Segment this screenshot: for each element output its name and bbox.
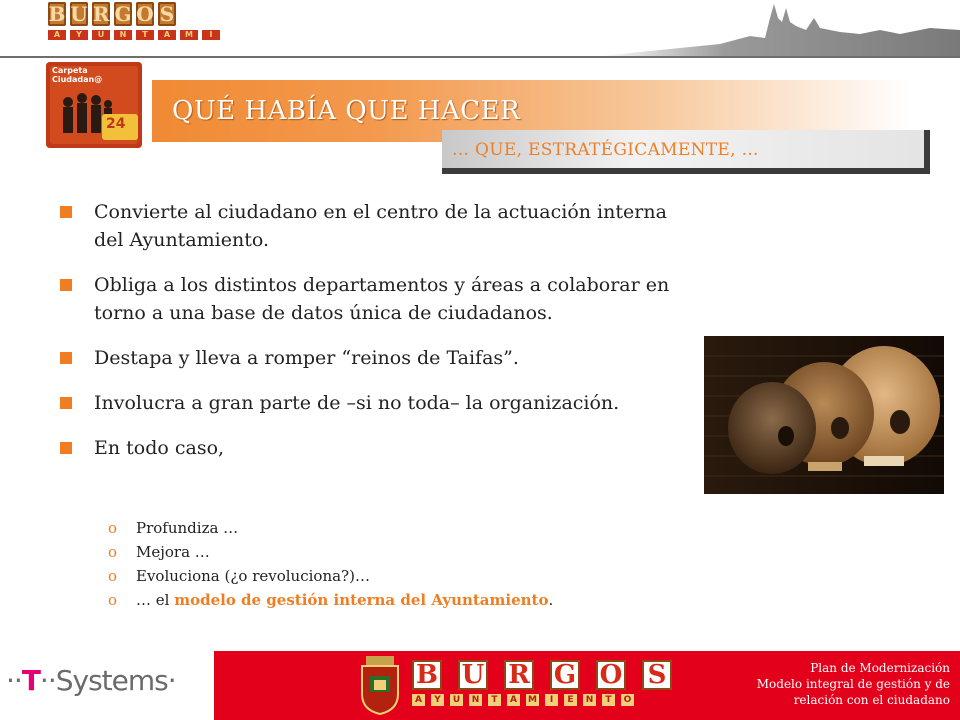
sub-bullet-text: Mejora …: [136, 543, 210, 561]
logo-sub-letter: A: [507, 694, 520, 706]
sub-bullet-text: Profundiza …: [136, 519, 239, 537]
square-bullet-icon: [60, 279, 72, 291]
bullet-text: Convierte al ciudadano en el centro de la actuación interna del Ayuntamiento.: [94, 201, 667, 251]
logo-letter: U: [70, 2, 88, 26]
bullet-text: En todo caso,: [94, 437, 225, 459]
logo-letter: R: [504, 660, 534, 690]
square-bullet-icon: [60, 352, 72, 364]
logo-sub-letter: N: [583, 694, 596, 706]
list-item: [60, 198, 700, 254]
footer-note: [710, 660, 950, 708]
sub-bullet-text: [136, 591, 553, 609]
sub-list-item: [108, 564, 553, 588]
skulls-photo: [704, 336, 944, 494]
list-item: [60, 344, 700, 372]
highlight-text: modelo de gestión interna del Ayuntamiento: [174, 591, 549, 609]
circle-bullet-icon: o: [108, 591, 118, 609]
circle-bullet-icon: o: [108, 543, 118, 561]
logo-sub-letter: T: [488, 694, 501, 706]
logo-letter: G: [114, 2, 132, 26]
cathedral-skyline-icon: [600, 0, 960, 58]
slide-subtitle: … QUE, ESTRATÉGICAMENTE, …: [452, 140, 759, 160]
logo-letter: S: [159, 2, 175, 26]
logo-sub-letter: A: [48, 30, 66, 40]
carpeta-logo-text: [52, 66, 102, 84]
carpeta-line1: Carpeta: [52, 66, 88, 75]
tsystems-dot: ·: [167, 664, 176, 697]
tsystems-logo: [6, 664, 176, 697]
tsystems-dots: ··: [39, 664, 56, 697]
logo-sub-letter: T: [136, 30, 154, 40]
square-bullet-icon: [60, 442, 72, 454]
logo-letter: R: [92, 2, 110, 26]
ayuntamiento-strip: [48, 30, 248, 40]
slide-title: QUÉ HABÍA QUE HACER: [172, 96, 521, 126]
logo-letter: U: [458, 660, 488, 690]
burgos-logo-word: [48, 2, 248, 26]
tsystems-dots: ··: [6, 664, 22, 697]
sub-bullet-prefix: … el: [136, 591, 175, 609]
sub-bullet-suffix: .: [548, 591, 554, 609]
list-item: [60, 271, 700, 327]
square-bullet-icon: [60, 397, 72, 409]
bullet-text: Involucra a gran parte de –si no toda– la organización.: [94, 392, 620, 414]
burgos-crest-icon: [358, 656, 402, 716]
sub-list-item: [108, 516, 553, 540]
ayuntamiento-strip: [412, 694, 682, 706]
logo-letter: B: [48, 2, 66, 26]
logo-sub-letter: M: [526, 694, 539, 706]
logo-sub-letter: I: [545, 694, 558, 706]
bullet-text: Obliga a los distintos departamentos y áreas a colaborar en torno a una base de datos única de ciudadanos.: [94, 274, 670, 324]
logo-letter: G: [550, 660, 580, 690]
header-divider: [0, 56, 960, 58]
footer-note-line: Plan de Modernización: [810, 661, 950, 675]
sub-list-item: [108, 540, 553, 564]
tsystems-name: Systems: [55, 664, 168, 697]
logo-sub-letter: N: [114, 30, 132, 40]
logo-sub-letter: M: [180, 30, 198, 40]
logo-sub-letter: N: [469, 694, 482, 706]
bullet-text: Destapa y lleva a romper “reinos de Taifas”.: [94, 347, 519, 369]
logo-sub-letter: U: [92, 30, 110, 40]
circle-bullet-icon: o: [108, 567, 118, 585]
logo-letter: B: [412, 660, 442, 690]
logo-sub-letter: O: [621, 694, 634, 706]
logo-sub-letter: Y: [70, 30, 88, 40]
sub-bullet-text: Evoluciona (¿o revoluciona?)…: [136, 567, 370, 585]
carpeta-line2: Ciudadan@: [52, 75, 103, 84]
logo-sub-letter: U: [450, 694, 463, 706]
logo-letter: S: [642, 660, 672, 690]
logo-sub-letter: T: [602, 694, 615, 706]
square-bullet-icon: [60, 206, 72, 218]
footer-note-line: Modelo integral de gestión y de: [756, 677, 950, 691]
tsystems-t: T: [21, 664, 40, 697]
bullet-list: [60, 198, 700, 479]
circle-bullet-icon: o: [108, 519, 118, 537]
burgos-header-logo: [48, 2, 248, 46]
logo-letter: O: [596, 660, 626, 690]
footer-note-line: relación con el ciudadano: [793, 693, 950, 707]
burgos-footer-logo: [412, 660, 682, 706]
logo-sub-letter: I: [202, 30, 220, 40]
logo-letter: O: [136, 2, 154, 26]
logo-sub-letter: A: [412, 694, 425, 706]
list-item: [60, 434, 700, 462]
logo-sub-letter: Y: [431, 694, 444, 706]
burgos-logo-word: [412, 660, 682, 690]
logo-sub-letter: E: [564, 694, 577, 706]
logo-sub-letter: A: [158, 30, 176, 40]
sub-list-item: [108, 588, 553, 612]
carpeta-hours: 24: [106, 116, 126, 132]
list-item: [60, 389, 700, 417]
sub-bullet-list: [108, 516, 553, 612]
